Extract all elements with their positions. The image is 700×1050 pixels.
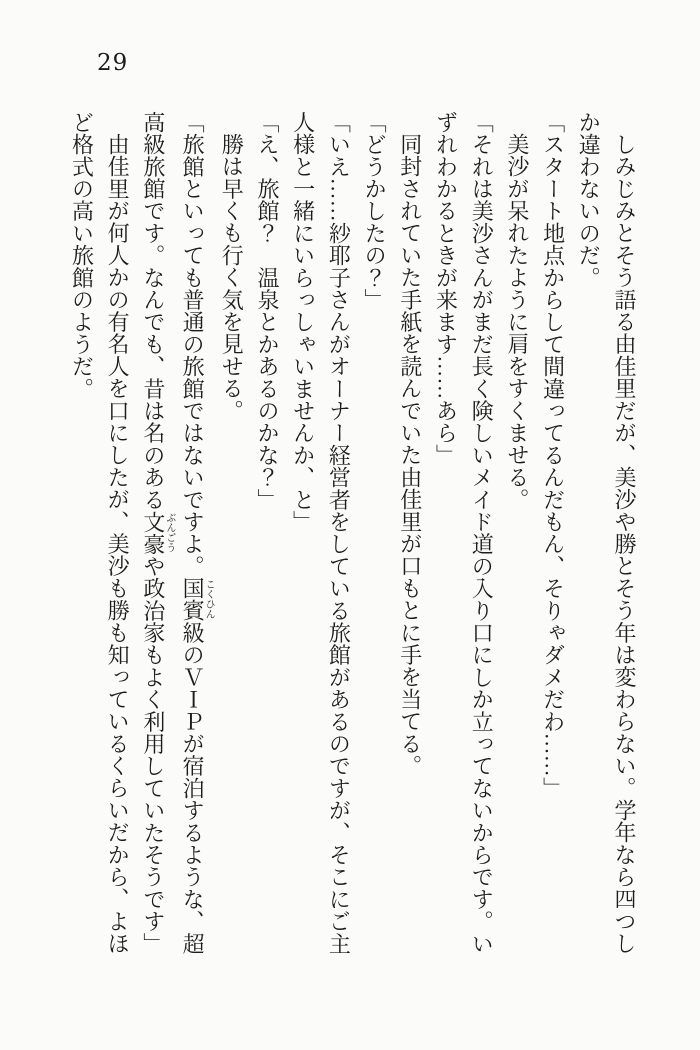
text-line: 由佳里が何人かの有名人を口にしたが、美沙も勝も知っているくらいだから、よほ (105, 133, 131, 955)
text-line: しみじみとそう語る由佳里だが、美沙や勝とそう年は変わらない。学年なら四つし (612, 133, 637, 955)
text-line: ど格式の高い旅館のようだ。 (69, 111, 95, 400)
ruby-annotated-word: 文豪ぶんごう (140, 510, 175, 556)
text-line: 人様と一緒にいらっしゃいませんか、と」 (290, 111, 316, 533)
text-line: 「え、旅館？ 温泉とかあるのかな？」 (254, 111, 280, 511)
text-line: 「どうかしたの？」 (362, 111, 388, 311)
text-block (64, 111, 642, 953)
text-line: 高級旅館です。なんでも、昔は名のある文豪ぶんごうや政治家もよく利用していたそうです」 (140, 111, 175, 955)
text-line: 勝は早くも行く気を見せる。 (219, 133, 245, 422)
ruby-annotated-word: 国賓こくひん (180, 577, 215, 622)
text-line: 「それは美沙さんがまだ長く険しいメイド道の入り口にしか立ってないからです。い (469, 111, 495, 955)
text-line: 「いえ……紗耶子さんがオーナー経営者をしている旅館があるのですが、そこにご主 (326, 111, 352, 955)
text-line: 同封されていた手紙を読んでいた由佳里が口もとに手を当てる。 (397, 133, 423, 777)
text-line: 「旅館といっても普通の旅館ではないですよ。国賓こくひん級のＶＩＰが宿泊するような、超 (180, 111, 215, 955)
ruby-reading: ぶんごう (163, 510, 175, 556)
text-line: か違わないのだ。 (576, 111, 602, 289)
page-number: 29 (97, 50, 129, 76)
text-line: 美沙が呆れたように肩をすくませる。 (504, 133, 530, 511)
ruby-reading: こくひん (203, 577, 215, 622)
text-line: ずれわかるときが来ます……あら」 (433, 111, 459, 467)
text-line: 「スタート地点からして間違ってるんだもん、そりゃダメだわ……」 (540, 111, 566, 800)
